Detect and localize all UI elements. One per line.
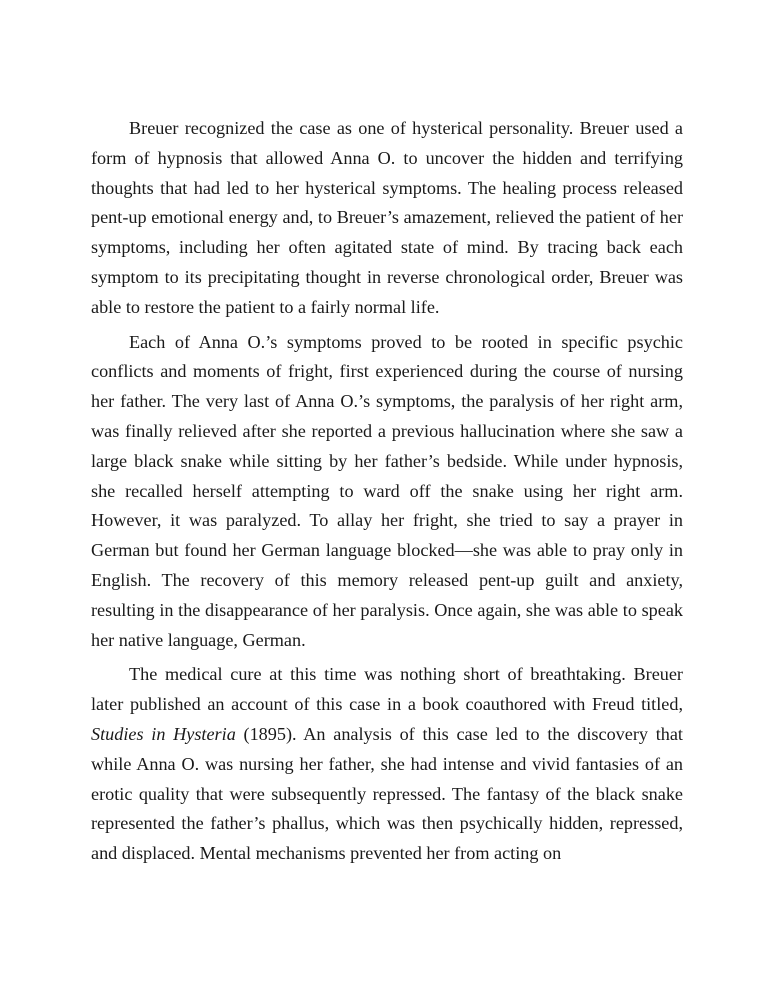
paragraph-1: Breuer recognized the case as one of hysterical personality. Breuer used a form of hypnosis that allowed Anna O. to uncover the hidden and terrifying thoughts that had led to her hysterical symptoms. The healing process released pent-up emotional energy and, to Breuer’s amazement, relieved the patient of her symptoms, including her often agitated state of mind. By tracing back each symptom to its precipitating thought in reverse chronological order, Breuer was able to restore the patient to a fairly normal life. (91, 118, 683, 317)
document-page (91, 114, 683, 869)
paragraph-3 (91, 660, 683, 869)
paragraph-3-text-before-title: The medical cure at this time was nothing short of breathtaking. Breuer later published an account of this case in a book coauthored with Freud titled, (91, 664, 683, 715)
book-title: Studies in Hysteria (91, 723, 236, 744)
paragraph-2: Each of Anna O.’s symptoms proved to be rooted in specific psychic conflicts and moments of fright, first experienced during the course of nursing her father. The very last of Anna O.’s symptoms, the paralysis of her right arm, was finally relieved after she reported a previous hallucination where she saw a large black snake while sitting by her father’s bedside. While under hypnosis, she recalled herself attempting to ward off the snake using her right arm. However, it was paralyzed. To allay her fright, she tried to say a prayer in German but found her German language blocked—she was able to pray only in English. The recovery of this memory released pent-up guilt and anxiety, resulting in the disappearance of her paralysis. Once again, she was able to speak her native language, German. (91, 331, 683, 650)
paragraph-3-text-after-title: (1895). An analysis of this case led to the discovery that while Anna O. was nursing her father, she had intense and vivid fantasies of an erotic quality that were subsequently repressed. The fantasy of the black snake represented the father’s phallus, which was then psychically hidden, repressed, and displaced. Mental mechanisms prevented her from acting on (91, 723, 683, 864)
